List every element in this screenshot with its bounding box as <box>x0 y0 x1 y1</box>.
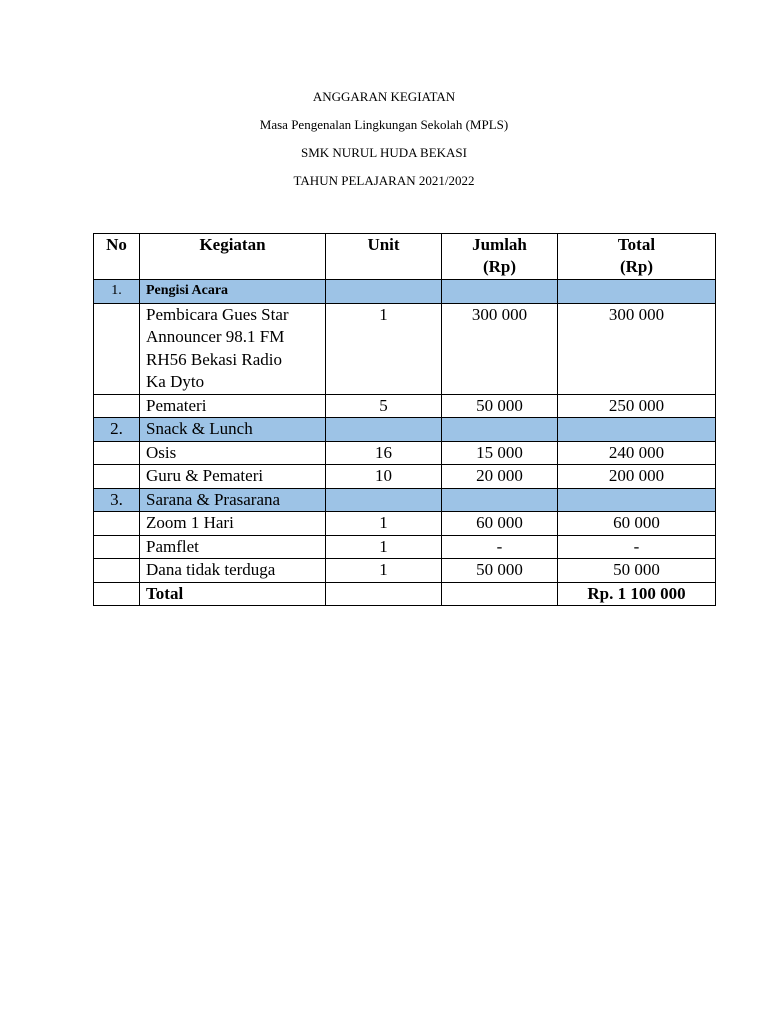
column-header-jumlah-unit: (Rp) <box>482 257 517 276</box>
kegiatan-cell: Osis <box>140 441 326 465</box>
budget-table <box>93 233 716 606</box>
total-cell: 250 000 <box>558 394 716 418</box>
table-header-row <box>94 234 716 280</box>
table-row <box>94 465 716 489</box>
section-title: Sarana & Prasarana <box>140 488 326 512</box>
kegiatan-cell: Pemateri <box>140 394 326 418</box>
column-header-total-unit: (Rp) <box>619 257 654 276</box>
unit-cell: 1 <box>326 559 442 583</box>
empty-cell <box>558 418 716 442</box>
empty-cell <box>94 559 140 583</box>
jumlah-cell: 15 000 <box>442 441 558 465</box>
kegiatan-line: Pembicara Gues Star <box>146 304 289 324</box>
unit-cell: 10 <box>326 465 442 489</box>
section-row <box>94 280 716 304</box>
school-name: SMK NURUL HUDA BEKASI <box>300 145 467 160</box>
empty-cell <box>94 512 140 536</box>
section-title: Pengisi Acara <box>140 280 326 304</box>
table-row <box>94 559 716 583</box>
kegiatan-cell: Dana tidak terduga <box>140 559 326 583</box>
empty-cell <box>94 441 140 465</box>
empty-cell <box>94 465 140 489</box>
section-number: 2. <box>94 418 140 442</box>
column-header-jumlah <box>442 234 558 280</box>
kegiatan-line: RH56 Bekasi Radio <box>146 349 282 369</box>
empty-cell <box>442 280 558 304</box>
table-row <box>94 303 716 394</box>
jumlah-cell: 20 000 <box>442 465 558 489</box>
document-title: ANGGARAN KEGIATAN <box>312 89 456 104</box>
table-row <box>94 441 716 465</box>
table-row <box>94 535 716 559</box>
column-header-kegiatan: Kegiatan <box>140 234 326 280</box>
table-row <box>94 394 716 418</box>
jumlah-cell: 60 000 <box>442 512 558 536</box>
academic-year: TAHUN PELAJARAN 2021/2022 <box>293 173 475 188</box>
total-cell: 60 000 <box>558 512 716 536</box>
total-cell: 240 000 <box>558 441 716 465</box>
document-subtitle: Masa Pengenalan Lingkungan Sekolah (MPLS) <box>259 117 509 132</box>
empty-cell <box>326 582 442 606</box>
column-header-unit: Unit <box>326 234 442 280</box>
empty-cell <box>326 418 442 442</box>
column-header-total-label: Total <box>617 235 656 254</box>
empty-cell <box>558 280 716 304</box>
empty-cell <box>94 582 140 606</box>
total-cell: 300 000 <box>558 303 716 394</box>
jumlah-cell: 50 000 <box>442 559 558 583</box>
unit-cell: 1 <box>326 535 442 559</box>
column-header-total <box>558 234 716 280</box>
unit-cell: 16 <box>326 441 442 465</box>
kegiatan-cell: Pamflet <box>140 535 326 559</box>
empty-cell <box>94 394 140 418</box>
section-row <box>94 488 716 512</box>
kegiatan-cell <box>140 303 326 394</box>
column-header-jumlah-label: Jumlah <box>472 235 527 254</box>
column-header-no: No <box>94 234 140 280</box>
unit-cell: 1 <box>326 303 442 394</box>
kegiatan-cell: Zoom 1 Hari <box>140 512 326 536</box>
total-label: Total <box>140 582 326 606</box>
section-number: 3. <box>94 488 140 512</box>
empty-cell <box>326 280 442 304</box>
kegiatan-line: Ka Dyto <box>146 372 205 391</box>
total-cell: - <box>558 535 716 559</box>
section-title: Snack & Lunch <box>140 418 326 442</box>
unit-cell: 5 <box>326 394 442 418</box>
grand-total-value: Rp. 1 100 000 <box>558 582 716 606</box>
jumlah-cell: - <box>442 535 558 559</box>
empty-cell <box>442 418 558 442</box>
empty-cell <box>558 488 716 512</box>
empty-cell <box>442 582 558 606</box>
jumlah-cell: 300 000 <box>442 303 558 394</box>
section-row <box>94 418 716 442</box>
empty-cell <box>94 303 140 394</box>
kegiatan-line: Announcer 98.1 FM <box>146 327 285 346</box>
empty-cell <box>94 535 140 559</box>
jumlah-cell: 50 000 <box>442 394 558 418</box>
table-row <box>94 512 716 536</box>
empty-cell <box>442 488 558 512</box>
section-number: 1. <box>94 280 140 304</box>
total-cell: 50 000 <box>558 559 716 583</box>
unit-cell: 1 <box>326 512 442 536</box>
kegiatan-cell: Guru & Pemateri <box>140 465 326 489</box>
total-row <box>94 582 716 606</box>
total-cell: 200 000 <box>558 465 716 489</box>
empty-cell <box>326 488 442 512</box>
